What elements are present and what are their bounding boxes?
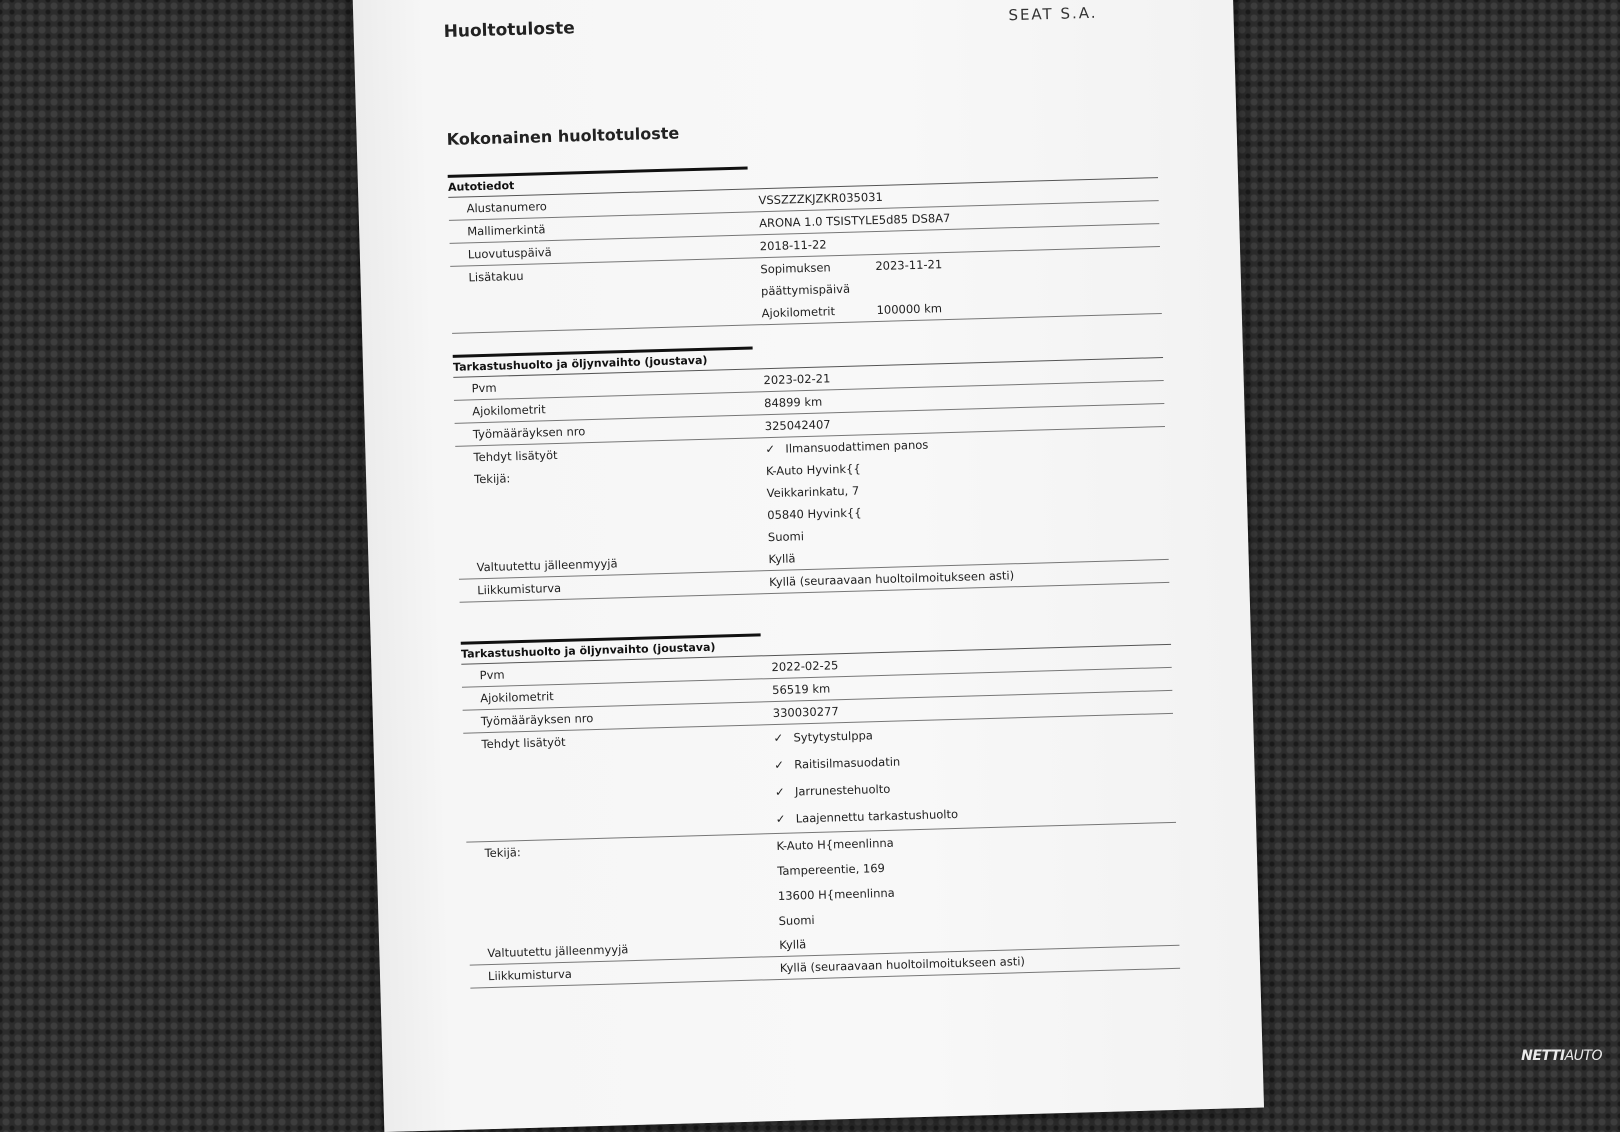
- car-info-section: [448, 155, 1162, 334]
- section-heading: Tarkastushuolto ja öljynvaihto (joustava): [453, 338, 1163, 378]
- row-label: Työmääräyksen nro: [472, 424, 586, 442]
- warranty-end-label: Sopimuksen: [760, 260, 831, 277]
- row-label: Mallimerkintä: [467, 222, 546, 239]
- row-label: Liikkumisturva: [487, 966, 573, 984]
- warranty-end-label-2: päättymispäivä: [760, 281, 851, 299]
- section-heading: Tarkastushuolto ja öljynvaihto (joustava): [461, 625, 1171, 665]
- extra-work-row: [463, 714, 1176, 843]
- row-value: 84899 km: [763, 394, 823, 411]
- address-line: Suomi: [767, 529, 805, 545]
- check-icon: ✓: [774, 784, 785, 800]
- row-value: 2018-11-22: [759, 237, 827, 254]
- extra-work-list: [773, 714, 1176, 833]
- row-label: Pvm: [479, 667, 505, 683]
- row-label: Liikkumisturva: [477, 580, 562, 598]
- address-line: Suomi: [778, 912, 815, 928]
- row-value: 330030277: [772, 704, 839, 721]
- list-item: ✓ Sytytystulppa: [773, 714, 1174, 752]
- row-label: Alustanumero: [466, 199, 548, 216]
- address-line: K-Auto Hyvink{{: [765, 461, 861, 479]
- check-icon: ✓: [774, 757, 785, 773]
- check-icon: ✓: [773, 730, 784, 746]
- row-value: Kyllä: [768, 551, 796, 567]
- address-line: 05840 Hyvink{{: [767, 505, 862, 523]
- maker-address: [776, 823, 1179, 934]
- list-item: ✓ Jarrunestehuolto: [775, 768, 1176, 806]
- row-label: Pvm: [471, 380, 497, 396]
- row-value: Kyllä (seuraavaan huoltoilmoitukseen asti): [768, 568, 1015, 590]
- row-value: 2022-02-25: [771, 658, 839, 675]
- warranty-end-date: 2023-11-21: [875, 257, 943, 274]
- row-value: 56519 km: [771, 681, 831, 698]
- row-label: Luovutuspäivä: [467, 245, 552, 262]
- row-label: Tekijä:: [484, 845, 521, 861]
- list-item: ✓ Raitisilmasuodatin: [774, 741, 1175, 779]
- nettiauto-watermark: [1521, 1048, 1602, 1064]
- row-label: Tekijä:: [473, 471, 511, 487]
- row-label: Ajokilometrit: [472, 402, 546, 419]
- maker-address: [766, 449, 1168, 548]
- section-heading: Autotiedot: [448, 158, 1158, 198]
- row-label: Valtuutettu jälleenmyyjä: [487, 942, 629, 961]
- service-printout-paper: [352, 0, 1264, 1132]
- list-item: ✓ Ilmansuodattimen panos: [765, 427, 1165, 460]
- row-value: 2023-02-21: [763, 371, 831, 388]
- service-section-1: [453, 335, 1170, 603]
- warranty-km-label: Ajokilometrit: [761, 304, 836, 321]
- watermark-part2: AUTO: [1564, 1048, 1602, 1064]
- row-label: Tehdyt lisätyöt: [473, 447, 558, 465]
- row-label: Ajokilometrit: [480, 689, 554, 706]
- warranty-km: 100000 km: [876, 301, 943, 317]
- main-title: Kokonainen huoltotuloste: [446, 123, 680, 149]
- row-value: Kyllä (seuraavaan huoltoilmoitukseen asti): [779, 954, 1026, 975]
- check-icon: ✓: [765, 441, 776, 457]
- row-label: Lisätakuu: [468, 268, 524, 285]
- check-icon: ✓: [775, 811, 786, 827]
- address-line: K-Auto H{meenlinna: [776, 835, 894, 853]
- service-section-2: [461, 622, 1180, 989]
- address-line: Veikkarinkatu, 7: [766, 483, 860, 501]
- warranty-details: [760, 247, 1162, 324]
- row-label: Työmääräyksen nro: [480, 711, 594, 729]
- row-value: 325042407: [764, 417, 831, 434]
- list-item: ✓ Laajennettu tarkastushuolto: [775, 795, 1176, 833]
- row-label: Valtuutettu jälleenmyyjä: [476, 556, 618, 575]
- maker-row: [466, 823, 1179, 943]
- watermark-part1: NETTI: [1521, 1048, 1565, 1064]
- row-value: Kyllä: [779, 937, 807, 952]
- row-label: Tehdyt lisätyöt: [481, 734, 566, 752]
- address-line: 13600 H{meenlinna: [777, 885, 895, 903]
- brand-name: SEAT S.A.: [1008, 3, 1098, 25]
- address-line: Tampereentie, 169: [777, 860, 886, 878]
- document-title: Huoltotuloste: [443, 18, 576, 42]
- row-value: VSSZZZKJZKR035031: [758, 189, 883, 208]
- row-value: ARONA 1.0 TSISTYLE5d85 DS8A7: [758, 210, 951, 231]
